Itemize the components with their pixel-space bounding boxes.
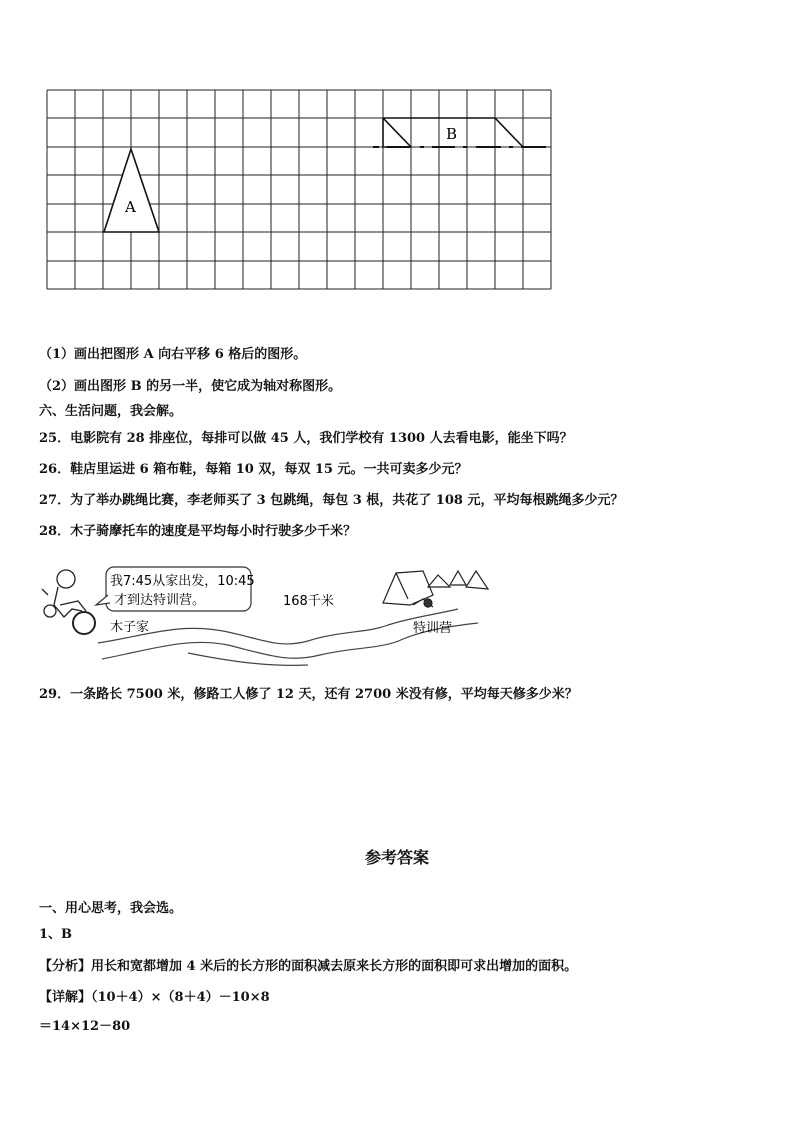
- home-label: 木子家: [110, 620, 150, 635]
- question-25: 25．电影院有 28 排座位，每排可以做 45 人，我们学校有 1300 人去看电影，能坐下吗？: [39, 431, 573, 446]
- answer-item-1: 1、B: [39, 927, 73, 942]
- question-27: 27．为了举办跳绳比赛，李老师买了 3 包跳绳，每包 3 根，共花了 108 元，平均每根跳绳多少元？: [39, 493, 624, 508]
- answers-title: 参考答案: [364, 848, 429, 867]
- section-6-heading: 六、生活问题，我会解。: [39, 404, 183, 419]
- label-a: A: [125, 198, 136, 216]
- motorcycle-route-figure: [38, 565, 498, 670]
- speech-bubble-tail: [96, 595, 110, 605]
- question-1: （1）画出把图形 A 向右平移 6 格后的图形。: [39, 347, 307, 362]
- camp-icon: [383, 571, 488, 607]
- distance-label: 168千米: [283, 594, 334, 609]
- answers-section-1-heading: 一、用心思考，我会选。: [39, 901, 183, 916]
- question-2: （2）画出图形 B 的另一半，使它成为轴对称图形。: [39, 379, 342, 394]
- speech-line-2: 才到达特训营。: [114, 593, 206, 608]
- question-26: 26．鞋店里运进 6 箱布鞋，每箱 10 双，每双 15 元。一共可卖多少元？: [39, 462, 468, 477]
- answer-detail: 【详解】（10＋4）×（8＋4）－10×8: [39, 990, 270, 1005]
- question-29: 29．一条路长 7500 米，修路工人修了 12 天，还有 2700 米没有修，平均每天修多少米？: [39, 687, 578, 702]
- label-b: B: [446, 125, 458, 143]
- triangle-a: [104, 149, 159, 232]
- question-28: 28．木子骑摩托车的速度是平均每小时行驶多少千米？: [39, 524, 357, 539]
- answer-step-1: ＝14×12－80: [39, 1019, 131, 1034]
- motorcyclist-icon: [42, 570, 95, 634]
- speech-line-1: 我7:45从家出发，10:45: [110, 574, 255, 589]
- grid-figure: [0, 0, 794, 300]
- answer-analysis: 【分析】用长和宽都增加 4 米后的长方形的面积减去原来长方形的面积即可求出增加的面积。: [39, 959, 578, 974]
- winding-road: [98, 609, 478, 665]
- camp-label: 特训营: [413, 621, 453, 636]
